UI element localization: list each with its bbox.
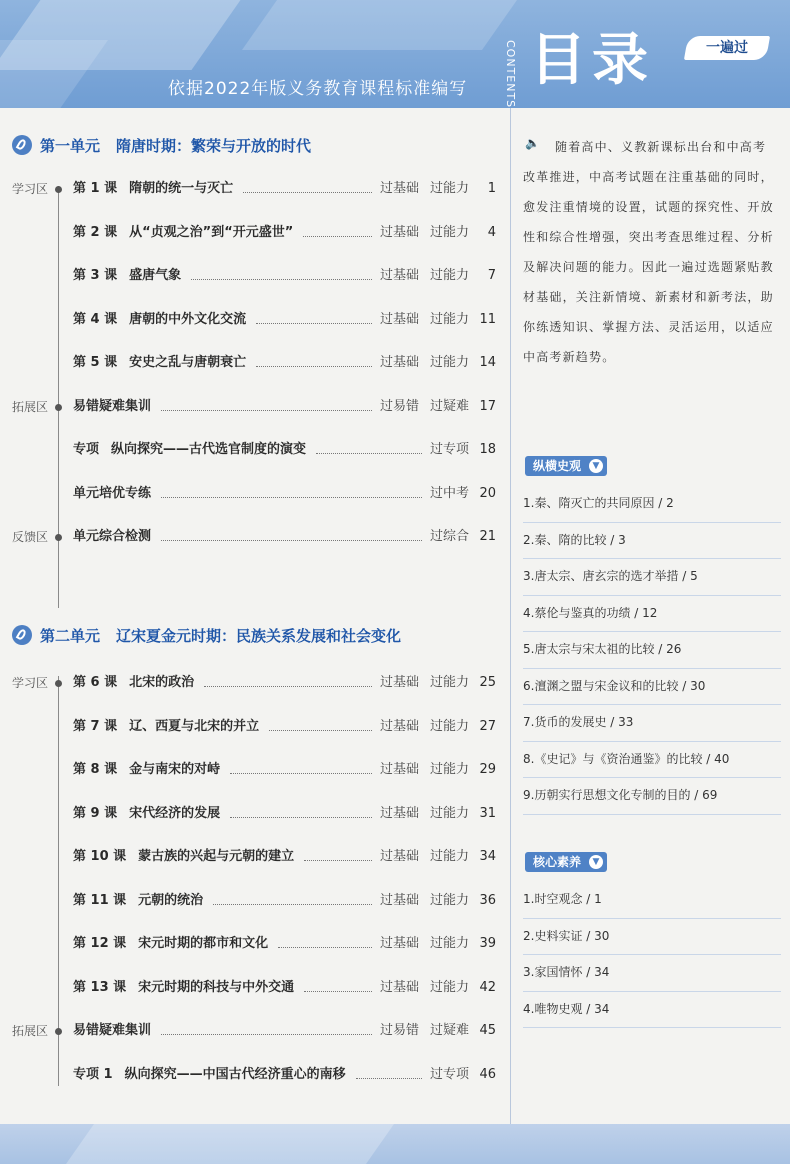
lesson-number: 第 12 课: [73, 936, 127, 951]
lesson-title: 第 1 课 隋朝的统一与灭亡: [73, 178, 233, 200]
practice-tag-advanced: 过综合: [430, 529, 470, 544]
page-number: 42: [479, 979, 496, 995]
lesson-number: 第 6 课: [73, 675, 118, 690]
lesson-title: 专项 1 纵向探究——中国古代经济重心的南移: [73, 1064, 346, 1086]
lesson-title: 第 9 课 宋代经济的发展: [73, 803, 220, 825]
dot-leader: [161, 497, 422, 498]
sidebar-list-item[interactable]: 3.家国情怀 / 34: [523, 955, 781, 992]
lesson-number: 第 1 课: [73, 181, 118, 196]
zone-label: 拓展区: [12, 1024, 49, 1038]
practice-tag-basic: 过基础: [380, 311, 420, 327]
lesson-number: 第 11 课: [73, 892, 127, 908]
lesson-title: 第 12 课 宋元时期的都市和文化: [73, 933, 268, 955]
page-number: 11: [479, 311, 496, 327]
practice-tag-advanced: 过疑难: [430, 398, 470, 414]
practice-tag-basic: 过基础: [380, 675, 420, 690]
practice-tag-basic: 过基础: [380, 355, 420, 370]
practice-tag-basic: 过基础: [380, 849, 420, 864]
dot-leader: [243, 192, 372, 193]
practice-tag-basic: 过基础: [380, 892, 420, 908]
page-number: 27: [479, 718, 496, 734]
practice-tag-basic: 过基础: [380, 805, 420, 821]
dot-leader: [161, 1034, 372, 1035]
zone-dot: [55, 534, 62, 541]
sidebar-list-item[interactable]: 1.秦、隋灭亡的共同原因 / 2: [523, 486, 781, 523]
toc-row[interactable]: [0, 1020, 510, 1042]
toc-row[interactable]: [0, 526, 510, 548]
lesson-number: 第 4 课: [73, 311, 118, 327]
section-tag-core-literacy: 核心素养 ▼: [525, 852, 607, 872]
lesson-title: 第 4 课 唐朝的中外文化交流: [73, 309, 246, 331]
header-banner: [0, 0, 790, 108]
chevron-down-icon: ▼: [589, 459, 603, 473]
lesson-number: 第 13 课: [73, 979, 127, 995]
dot-leader: [303, 236, 372, 237]
practice-tag-basic: 过易错: [380, 398, 420, 414]
pen-icon: [12, 625, 32, 645]
dot-leader: [256, 366, 372, 367]
lesson-title: 第 11 课 元朝的统治: [73, 890, 203, 912]
toc-row[interactable]: [0, 439, 510, 461]
lesson-title: 第 2 课 从“贞观之治”到“开元盛世”: [73, 222, 293, 244]
section-tag-history-views: 纵横史观 ▼: [525, 456, 607, 476]
lesson-number: 第 10 课: [73, 849, 127, 864]
practice-tag-basic: 过基础: [380, 762, 420, 777]
practice-tag-basic: 过基础: [380, 181, 420, 196]
lesson-number: 第 7 课: [73, 718, 118, 734]
toc-row[interactable]: [0, 977, 510, 999]
dot-leader: [161, 410, 372, 411]
zone-label: 学习区: [12, 676, 49, 690]
sidebar-list-item[interactable]: 6.澶渊之盟与宋金议和的比较 / 30: [523, 669, 781, 706]
lesson-title: 易错疑难集训: [73, 1023, 152, 1038]
lesson-number: 第 5 课: [73, 355, 118, 370]
toc-row[interactable]: [0, 803, 510, 825]
sidebar-list-item[interactable]: 8.《史记》与《资治通鉴》的比较 / 40: [523, 742, 781, 779]
lesson-title: 易错疑难集训: [73, 398, 152, 414]
core-literacy-list: [523, 882, 781, 1028]
practice-tag-basic: 过易错: [380, 1023, 420, 1038]
sidebar-list-item[interactable]: 9.历朝实行思想文化专制的目的 / 69: [523, 778, 781, 815]
toc-row[interactable]: [0, 716, 510, 738]
toc-column: [0, 108, 510, 1124]
header-subtitle: 依据2022年版义务教育课程标准编写: [168, 79, 468, 99]
unit-heading: [12, 622, 401, 648]
sidebar-list-item[interactable]: 4.蔡伦与鉴真的功绩 / 12: [523, 596, 781, 633]
series-logo-badge: [684, 36, 770, 60]
intro-text: 随着高中、义教新课标出台和中高考改革推进，中高考试题在注重基础的同时，愈发注重情境的设置，试题的探究性、开放性和综合性增强，突出考查思维过程、分析及解决问题的能力。因此一遍过选题紧贴教材基础，关注新情境、新素材和新考法，助你练透知识、掌握方法、灵活运用，以适应中高考新趋势。: [523, 140, 774, 364]
dot-leader: [213, 904, 372, 905]
footer-band: [0, 1124, 790, 1164]
speaker-icon: 🔈: [525, 136, 540, 150]
lesson-title: 第 8 课 金与南宋的对峙: [73, 759, 220, 781]
page-number: 25: [479, 675, 496, 690]
lesson-title: 单元综合检测: [73, 529, 152, 544]
page-number: 21: [479, 529, 496, 544]
pen-icon: [12, 135, 32, 155]
sidebar-list-item[interactable]: 4.唯物史观 / 34: [523, 992, 781, 1029]
page-number: 4: [487, 224, 496, 240]
sidebar-list-item[interactable]: 7.货币的发展史 / 33: [523, 705, 781, 742]
sidebar-list-item[interactable]: 1.时空观念 / 1: [523, 882, 781, 919]
dot-leader: [316, 453, 422, 454]
lesson-number: 专项 1: [73, 1066, 113, 1082]
lesson-title: 第 6 课 北宋的政治: [73, 672, 194, 694]
lesson-title: 第 7 课 辽、西夏与北宋的并立: [73, 716, 259, 738]
toc-row[interactable]: [0, 309, 510, 331]
practice-tag-advanced: 过能力: [430, 805, 470, 821]
practice-tag-advanced: 过疑难: [430, 1023, 470, 1038]
practice-tag-basic: 过基础: [380, 936, 420, 951]
toc-row[interactable]: [0, 178, 510, 200]
lesson-title: 单元培优专练: [73, 485, 152, 501]
lesson-number: 第 2 课: [73, 224, 118, 240]
unit-title: 第二单元 辽宋夏金元时期：民族关系发展和社会变化: [40, 626, 402, 645]
sidebar-list-item[interactable]: 3.唐太宗、唐玄宗的选才举措 / 5: [523, 559, 781, 596]
zone-dot: [55, 186, 62, 193]
practice-tag-advanced: 过能力: [430, 224, 470, 240]
zone-dot: [55, 404, 62, 411]
dot-leader: [356, 1078, 422, 1079]
practice-tag-advanced: 过能力: [430, 718, 470, 734]
contents-label: CONTENTS: [504, 40, 517, 108]
sidebar-list-item[interactable]: 2.史料实证 / 30: [523, 919, 781, 956]
practice-tag-basic: 过基础: [380, 979, 420, 995]
page-number: 46: [479, 1066, 496, 1082]
decor-shape: [242, 0, 538, 50]
zone-dot: [55, 680, 62, 687]
page-number: 18: [479, 442, 496, 457]
toc-row[interactable]: [0, 1064, 510, 1086]
practice-tag-advanced: 过能力: [430, 762, 470, 777]
practice-tag-advanced: 过能力: [430, 181, 470, 196]
page-title: 目录: [530, 28, 654, 93]
practice-tag-advanced: 过能力: [430, 892, 470, 908]
lesson-number: 第 8 课: [73, 762, 118, 777]
dot-leader: [278, 947, 372, 948]
sidebar-list-item[interactable]: 5.唐太宗与宋太祖的比较 / 26: [523, 632, 781, 669]
lesson-title: 第 13 课 宋元时期的科技与中外交通: [73, 977, 294, 999]
toc-row[interactable]: [0, 890, 510, 912]
unit-heading: [12, 132, 311, 158]
toc-row[interactable]: [0, 846, 510, 868]
toc-row[interactable]: [0, 933, 510, 955]
page-number: 34: [479, 849, 496, 864]
practice-tag-advanced: 过专项: [430, 1066, 470, 1082]
decor-shape: [66, 1124, 394, 1164]
lesson-number: 第 3 课: [73, 268, 118, 283]
practice-tag-advanced: 过能力: [430, 311, 470, 327]
zone-dot: [55, 1028, 62, 1035]
history-views-list: [523, 486, 781, 815]
practice-tag-advanced: 过能力: [430, 849, 470, 864]
page-number: 1: [487, 181, 496, 196]
practice-tag-basic: 过基础: [380, 224, 420, 240]
practice-tag-advanced: 过中考: [430, 485, 470, 501]
lesson-title: 第 5 课 安史之乱与唐朝衰亡: [73, 352, 246, 374]
page-number: 31: [479, 805, 496, 821]
dot-leader: [230, 817, 372, 818]
practice-tag-advanced: 过能力: [430, 936, 470, 951]
dot-leader: [204, 686, 372, 687]
dot-leader: [304, 860, 372, 861]
zone-label: 拓展区: [12, 399, 49, 414]
sidebar-list-item[interactable]: 2.秦、隋的比较 / 3: [523, 523, 781, 560]
page-number: 39: [479, 936, 496, 951]
practice-tag-basic: 过基础: [380, 268, 420, 283]
practice-tag-basic: 过基础: [380, 718, 420, 734]
practice-tag-advanced: 过能力: [430, 979, 470, 995]
lesson-title: 专项 纵向探究——古代选官制度的演变: [73, 439, 306, 461]
page-number: 36: [479, 892, 496, 908]
dot-leader: [230, 773, 372, 774]
lesson-title: 第 10 课 蒙古族的兴起与元朝的建立: [73, 846, 294, 868]
practice-tag-advanced: 过能力: [430, 268, 470, 283]
practice-tag-advanced: 过能力: [430, 675, 470, 690]
practice-tag-advanced: 过专项: [430, 442, 470, 457]
dot-leader: [269, 730, 372, 731]
page-number: 20: [479, 485, 496, 501]
dot-leader: [191, 279, 372, 280]
toc-row[interactable]: [0, 222, 510, 244]
lesson-title: 第 3 课 盛唐气象: [73, 265, 181, 287]
toc-row[interactable]: [0, 352, 510, 374]
sidebar: [510, 108, 790, 1124]
badge-text: 一遍过: [706, 40, 748, 56]
zone-label: 反馈区: [12, 530, 49, 544]
page-number: 29: [479, 762, 496, 777]
lesson-number: 第 9 课: [73, 805, 118, 821]
page-number: 45: [479, 1023, 496, 1038]
decor-shape: [0, 40, 108, 108]
toc-row[interactable]: [0, 483, 510, 505]
dot-leader: [161, 540, 422, 541]
toc-row[interactable]: [0, 265, 510, 287]
chevron-down-icon: ▼: [589, 855, 603, 869]
dot-leader: [256, 323, 372, 324]
page-number: 14: [479, 355, 496, 370]
toc-row[interactable]: [0, 672, 510, 694]
dot-leader: [304, 991, 372, 992]
lesson-number: 专项: [73, 442, 100, 457]
unit-title: 第一单元 隋唐时期：繁荣与开放的时代: [40, 136, 312, 155]
practice-tag-advanced: 过能力: [430, 355, 470, 370]
toc-row[interactable]: [0, 396, 510, 418]
page-number: 17: [479, 398, 496, 414]
page-number: 7: [487, 268, 496, 283]
toc-row[interactable]: [0, 759, 510, 781]
zone-label: 学习区: [12, 182, 49, 196]
